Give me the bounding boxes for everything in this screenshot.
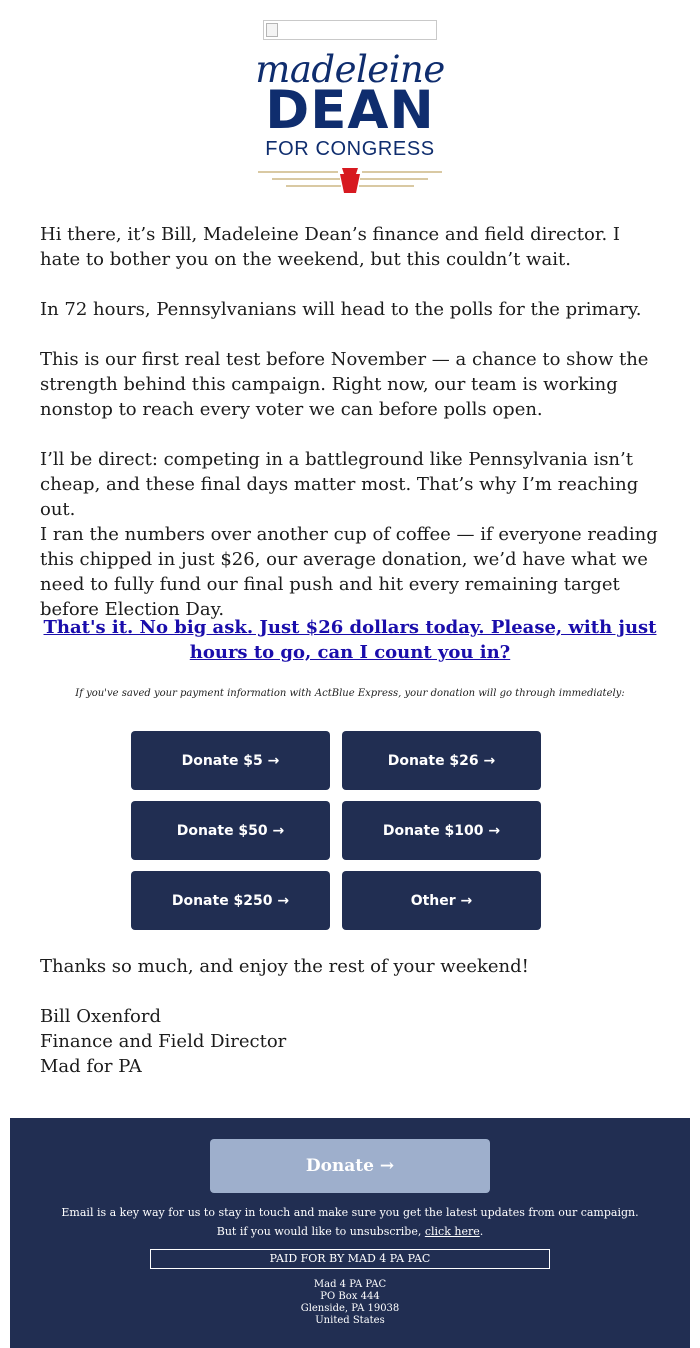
address-line: Glenside, PA 19038 [300,1303,400,1314]
donate-button-grid [131,731,542,931]
signature-org: Mad for PA [40,1056,142,1077]
unsubscribe-link[interactable]: click here [424,1225,480,1238]
closing-line: Thanks so much, and enjoy the rest of your weekend! [40,956,529,977]
donate-26-button[interactable]: Donate $26 → [342,731,541,790]
footer-donate-button[interactable]: Donate → [210,1139,490,1193]
signature-title: Finance and Field Director [40,1031,287,1052]
numbers-paragraph: I ran the numbers over another cup of coffee — if everyone reading this chipped in just $26, our average donation, we’d have what we need to fully fund our final push and hit every remaining target before Election Day. [40,524,658,620]
intro-paragraph: Hi there, it’s Bill, Madeleine Dean’s finance and field director. I hate to bother you on the weekend, but this couldn’t wait. [40,224,620,270]
donate-250-button[interactable]: Donate $250 → [131,871,330,930]
donate-5-button[interactable]: Donate $5 → [131,731,330,790]
logo-last-name: DEAN [265,80,435,141]
donate-other-button[interactable]: Other → [342,871,541,930]
cta-link[interactable]: That's it. No big ask. Just $26 dollars today. Please, with just hours to go, can I count you in? [43,617,657,663]
unsubscribe-text: Email is a key way for us to stay in touch and make sure you get the latest updates from our campaign. But if you would like to unsubscribe, [61,1206,639,1238]
logo-first-name: madeleine [255,48,445,91]
footer [10,1118,690,1348]
keystone-stripes-icon [250,168,450,198]
signature-name: Bill Oxenford [40,1006,161,1027]
address-line: Mad 4 PA PAC [313,1279,387,1290]
campaign-logo [250,50,450,200]
donate-50-button[interactable]: Donate $50 → [131,801,330,860]
test-paragraph: This is our first real test before November — a chance to show the strength behind this campaign. Right now, our team is working nonstop to reach every voter we can before polls open. [40,349,649,420]
broken-image-placeholder [263,20,437,40]
address-line: PO Box 444 [320,1291,380,1302]
logo-office: FOR CONGRESS [265,138,435,160]
actblue-express-note: If you've saved your payment information with ActBlue Express, your donation will go through immediately: [75,688,625,699]
unsubscribe-notice: Email is a key way for us to stay in touch and make sure you get the latest updates from our campaign. But if you would like to unsubscribe, click here. [61,1206,639,1238]
donate-100-button[interactable]: Donate $100 → [342,801,541,860]
countdown-paragraph: In 72 hours, Pennsylvanians will head to the polls for the primary. [40,299,642,320]
broken-image-icon [266,23,278,37]
mailing-address [50,1279,650,1327]
paid-for-disclaimer: PAID FOR BY MAD 4 PA PAC [150,1249,550,1269]
address-line: United States [315,1315,385,1326]
direct-paragraph: I’ll be direct: competing in a battleground like Pennsylvania isn’t cheap, and these final days matter most. That’s why I’m reaching out. [40,449,639,520]
